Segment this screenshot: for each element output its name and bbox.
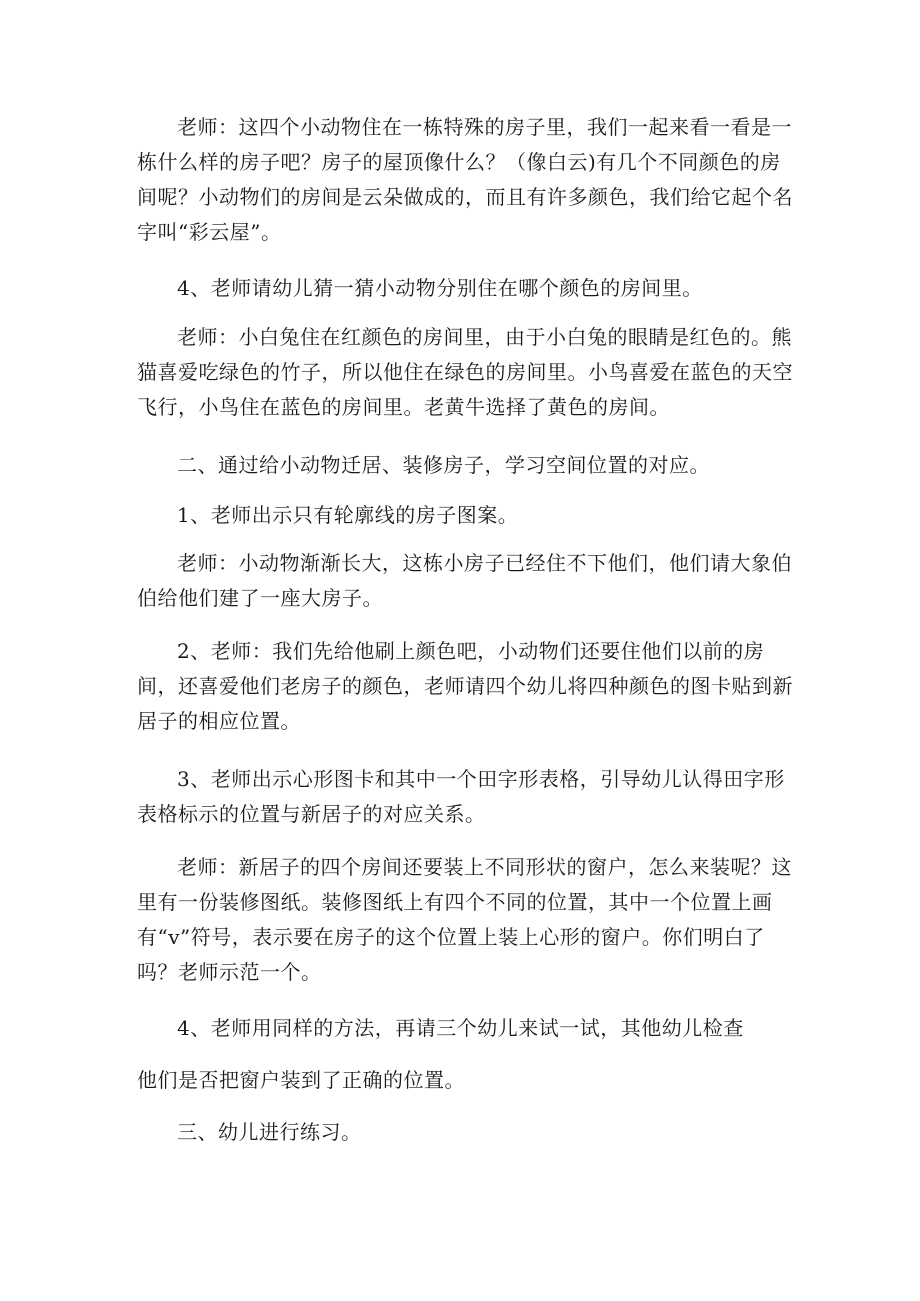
- paragraph-2: 4、老师请幼儿猜一猜小动物分别住在哪个颜色的房间里。: [177, 276, 703, 300]
- paragraph-4: 二、通过给小动物迁居、装修房子，学习空间位置的对应。: [177, 453, 710, 477]
- paragraph-5: 1、老师出示只有轮廓线的房子图案。: [177, 503, 519, 527]
- paragraph-11: 三、幼儿进行练习。: [177, 1120, 362, 1144]
- paragraph-10-continuation: 他们是否把窗户装到了正确的位置。: [137, 1068, 465, 1092]
- paragraph-7: 2、老师：我们先给他刷上颜色吧，小动物们还要住他们以前的房间，还喜爱他们老房子的颜色，老师请四个幼儿将四种颜色的图卡贴到新居子的相应位置。: [137, 639, 793, 733]
- paragraph-6: 老师：小动物渐渐长大，这栋小房子已经住不下他们，他们请大象伯伯给他们建了一座大房子。: [137, 551, 792, 610]
- paragraph-9: 老师：新居子的四个房间还要装上不同形状的窗户，怎么来装呢？这里有一份装修图纸。装修图纸上有四个不同的位置，其中一个位置上画有“v”符号，表示要在房子的这个位置上装上心形的窗户。你们明白了吗？老师示范一个。: [137, 855, 792, 984]
- paragraph-3: 老师：小白兔住在红颜色的房间里，由于小白兔的眼睛是红色的。熊猫喜爱吃绿色的竹子，所以他住在绿色的房间里。小鸟喜爱在蓝色的天空飞行，小鸟住在蓝色的房间里。老黄牛选择了黄色的房间。: [137, 325, 793, 419]
- paragraph-1: 老师：这四个小动物住在一栋特殊的房子里，我们一起来看一看是一栋什么样的房子吧？房子的屋顶像什么？（像白云)有几个不同颜色的房间呢？小动物们的房间是云朵做成的，而且有许多颜色，我们给它起个名字叫“彩云屋”。: [137, 115, 793, 244]
- paragraph-8: 3、老师出示心形图卡和其中一个田字形表格，引导幼儿认得田字形表格标示的位置与新居子的对应关系。: [137, 767, 785, 826]
- paragraph-10: 4、老师用同样的方法，再请三个幼儿来试一试，其他幼儿检查: [177, 1016, 744, 1040]
